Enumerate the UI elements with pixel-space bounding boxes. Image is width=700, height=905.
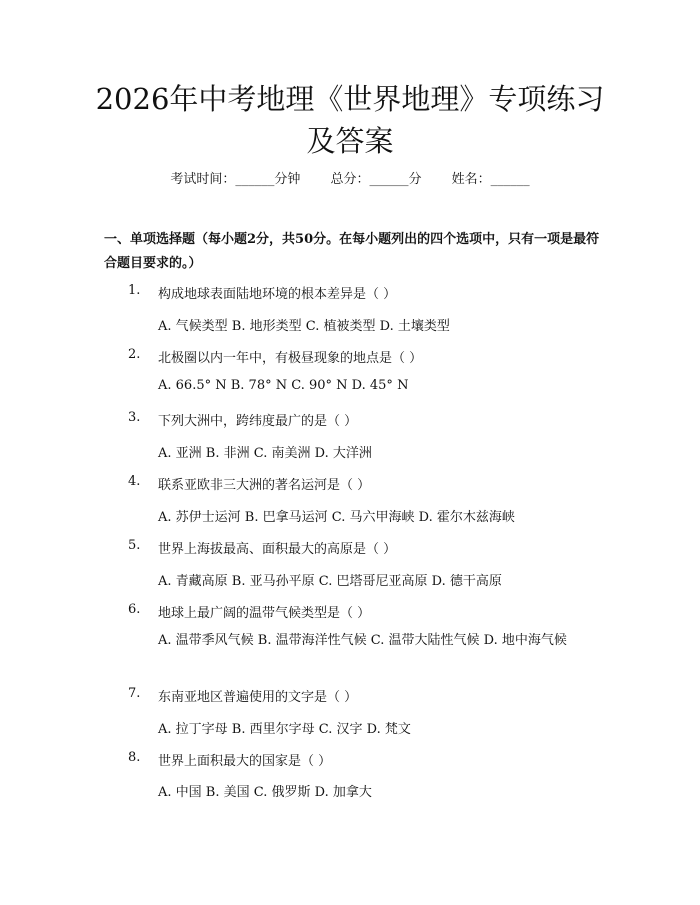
question-8-options: A. 中国 B. 美国 C. 俄罗斯 D. 加拿大: [158, 785, 372, 800]
question-number: 1.: [128, 283, 141, 298]
question-number: 3.: [128, 410, 141, 425]
question-stem: 北极圈以内一年中，有极昼现象的地点是（ ）: [158, 351, 423, 366]
question-2-options: A. 66.5° N B. 78° N C. 90° N D. 45° N: [158, 378, 409, 393]
question-number: 2.: [128, 347, 141, 362]
exam-name: 姓名：______: [451, 172, 530, 187]
exam-meta: [0, 168, 700, 187]
question-number: 8.: [128, 750, 141, 765]
question-stem: 构成地球表面陆地环境的根本差异是（ ）: [158, 287, 397, 302]
question-number: 6.: [128, 602, 141, 617]
exam-score: 总分：______分: [330, 172, 422, 187]
question-number: 5.: [128, 538, 141, 553]
question-5-options: A. 青藏高原 B. 亚马孙平原 C. 巴塔哥尼亚高原 D. 德干高原: [158, 574, 502, 589]
question-stem: 下列大洲中，跨纬度最广的是（ ）: [158, 414, 358, 429]
page-title: 2026年中考地理《世界地理》专项练习及答案: [95, 82, 605, 158]
question-stem: 世界上面积最大的国家是（ ）: [158, 754, 332, 769]
question-stem: 联系亚欧非三大洲的著名运河是（ ）: [158, 478, 371, 493]
question-number: 4.: [128, 474, 141, 489]
question-stem: 东南亚地区普遍使用的文字是（ ）: [158, 690, 358, 705]
question-3-options: A. 亚洲 B. 非洲 C. 南美洲 D. 大洋洲: [158, 446, 372, 461]
question-7-options: A. 拉丁字母 B. 西里尔字母 C. 汉字 D. 梵文: [158, 722, 411, 737]
question-stem: 地球上最广阔的温带气候类型是（ ）: [158, 606, 371, 621]
section-heading: 一、单项选择题（每小题2分，共50分。在每小题列出的四个选项中，只有一项是最符合题目要求的。）: [104, 232, 600, 271]
question-stem: 世界上海拔最高、面积最大的高原是（ ）: [158, 542, 397, 557]
question-6-options: A. 温带季风气候 B. 温带海洋性气候 C. 温带大陆性气候 D. 地中海气候: [158, 633, 567, 648]
exam-time: 考试时间：______分钟: [170, 172, 301, 187]
question-4-options: A. 苏伊士运河 B. 巴拿马运河 C. 马六甲海峡 D. 霍尔木兹海峡: [158, 510, 515, 525]
question-1-options: A. 气候类型 B. 地形类型 C. 植被类型 D. 土壤类型: [158, 319, 450, 334]
question-number: 7.: [128, 686, 141, 701]
